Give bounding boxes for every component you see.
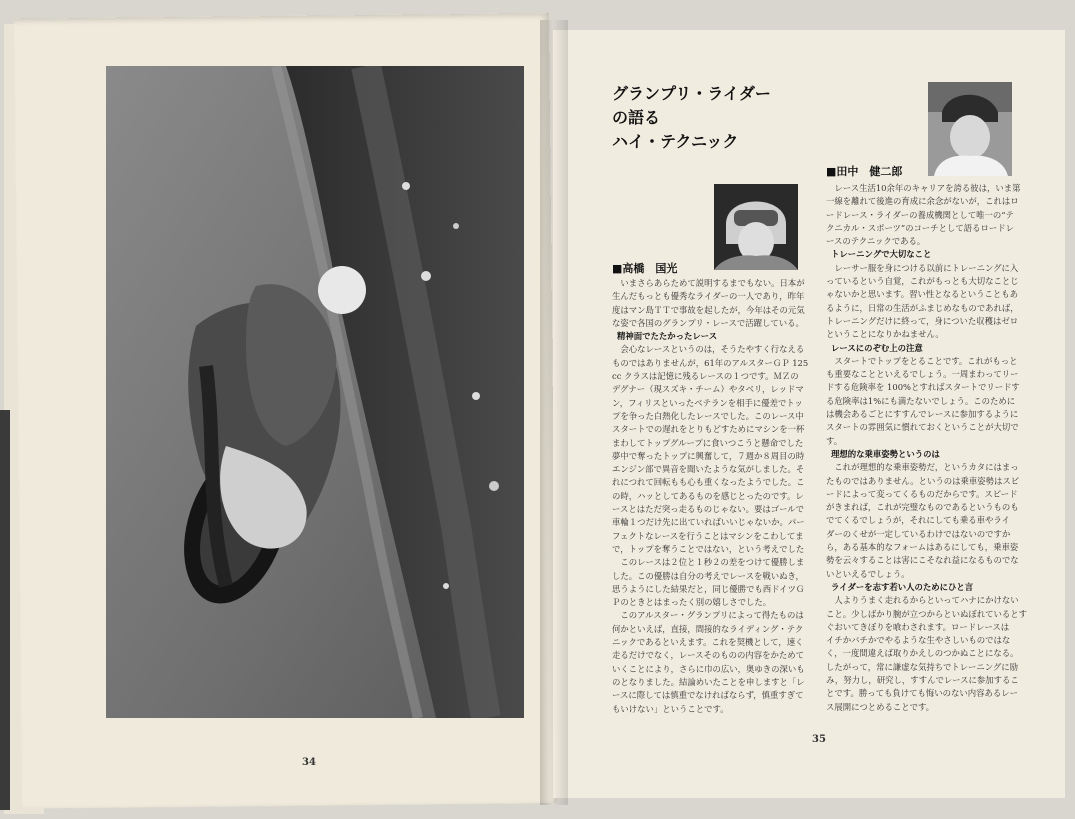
paragraph-line: ードレース・ライダーの養成機関として唯一の“テ [826, 209, 1014, 220]
paragraph-line: もいけない」ということです。 [612, 703, 729, 714]
paragraph-line: 度はマン島ＴＴで事故を起したが，今年はその元気 [612, 304, 805, 315]
paragraph-line: これが理想的な乗車姿勢だ，というカタにはまっ [834, 462, 1019, 473]
paragraph-line: イチかバチかでやるような生やさしいものではな [826, 635, 1011, 646]
paragraph-line: スタートの雰囲気に慣れておくということが大切で [826, 422, 1019, 433]
paragraph-line: Ｐのときとはまったく別の嬉しさでした。 [612, 597, 772, 608]
paragraph-line: スタートでトップをとることです。これがもっと [834, 355, 1018, 366]
paragraph-line: まわしてトップグループに食いつこうと懸命でした [612, 437, 804, 448]
paragraph-line: ものではありませんが，61年のアルスターＧＰ 125 [612, 357, 809, 368]
title-line: の語る [612, 108, 661, 127]
paragraph-line: がきまれば，これが完璧なものであるというものも [826, 502, 1019, 513]
paragraph-line: で，トップを奪うことではない，という考えでした [612, 543, 805, 554]
paragraph-line: ースのテクニックである。 [826, 236, 926, 247]
paragraph-line: 一線を離れて後進の育成に余念がないが，これはロ [826, 196, 1019, 207]
paragraph-line: cc クラスは記憶に残るレースの１つです。ＭＺの [612, 371, 799, 382]
paragraph-line: スタートでの遅れをとりもどすためにマシンを一杯 [612, 424, 805, 435]
paragraph-line: も重要なことといえるでしょう。一周まわってリー [826, 369, 1019, 380]
paragraph-line: このアルスター・グランプリによって得たものは [620, 610, 804, 621]
paragraph-line: 会心なレースというのは，そうたやすく行なえる [620, 344, 805, 355]
paragraph-line: ースとはただ突っ走るものじゃない。要はゴールで [612, 504, 805, 515]
paragraph-line: たものではありません。というのは乗車姿勢はスピ [826, 475, 1020, 486]
paragraph-line: 勢を云々することは害にこそなれ益になるものでな [826, 555, 1019, 566]
takahashi-byline: ■高橋 国光 [612, 262, 678, 275]
table-edge [0, 410, 10, 810]
paragraph-line: トレーニングだけに終って，身についた収穫はゼロ [826, 315, 1019, 326]
section-heading: トレーニングで大切なこと [831, 249, 932, 260]
paragraph-line: いまさらあらためて説明するまでもない。日本が [620, 278, 805, 288]
paragraph-line: る危険率は1%にも満たないでしょう。このために [826, 395, 1016, 406]
right-page-number: 35 [812, 734, 826, 745]
paragraph-line: ということになりかねません。 [826, 329, 944, 340]
paragraph-line: ニックであるといえます。これを契機として，速く [612, 637, 804, 648]
paragraph-line: な姿で各国のグランプリ・レースで活躍している。 [612, 317, 804, 328]
paragraph-line: いといえるでしょう。 [826, 568, 910, 579]
paragraph-line: 人よりうまく走れるからといってハナにかけない [834, 595, 1019, 606]
paragraph-line: したがって，常に謙虚な気持ちでトレーニングに励 [826, 661, 1019, 672]
section-heading: レースにのぞむ上の注意 [831, 342, 923, 353]
tanaka-byline: ■田中 健二郎 [826, 165, 903, 178]
paragraph-line: 生んだもっとも優秀なライダーの一人であり，昨年 [612, 291, 805, 302]
paragraph-line: いくことにより，さらに巾の広い，奥ゆきの深いも [612, 663, 805, 674]
left-page-number: 34 [302, 757, 316, 768]
article-title [612, 82, 771, 154]
paragraph-line: レース生活10余年のキャリアを誇る彼は，いま第 [834, 183, 1021, 193]
takahashi-article-column [612, 277, 814, 716]
paragraph-line: 走るだけでなく，レースそのものの内容をかためて [612, 650, 805, 661]
title-line: グランプリ・ライダー [612, 84, 771, 103]
paragraph-line: プを争った白熱化したレースでした。このレース中 [612, 410, 804, 421]
paragraph-line: とです。勝っても負けても悔いのない内容あるレー [826, 688, 1018, 699]
paragraph-line: は機会あるごとにすすんでレースに参加するように [826, 409, 1019, 420]
paragraph-line: エンジン部で異音を聞いたような気がしました。そ [612, 464, 805, 475]
paragraph-line: み，努力し，研究し，すすんでレースに参加するこ [826, 674, 1019, 685]
paragraph-line: でてくるでしょうが，それにしても乗る車やライ [826, 515, 1010, 526]
paragraph-line: ス展開につとめることです。 [826, 701, 935, 712]
paragraph-line: 夢中で奪ったトップに興奮して，７週か８周目の時 [612, 450, 805, 461]
tanaka-article-column [826, 182, 1062, 714]
book-gutter [540, 20, 568, 805]
paragraph-line: ン，フィリスといったベテランを相手に優差でトッ [612, 397, 803, 408]
paragraph-line: ードによって変ってくるものだからです。スピード [826, 488, 1018, 499]
paragraph-line: 車輪１つだけ先に出ていればいいじゃないか。パー [612, 517, 805, 528]
paragraph-line: レーサー服を身につける以前にトレーニングに入 [834, 262, 1019, 273]
paragraph-line: ドする危険率を 100%とすればスタートでリードす [826, 382, 1020, 393]
takahashi-portrait [714, 184, 798, 270]
tanaka-portrait [928, 82, 1012, 176]
paragraph-line: フェクトなレースを行うことはマシンをこわしてま [612, 530, 804, 541]
paragraph-line: っているという自覚，これがもっとも大切なことじ [826, 276, 1019, 287]
title-line: ハイ・テクニック [612, 132, 739, 151]
motorcycle-race-photo [106, 66, 524, 718]
paragraph-line: ゃないかと思います。習い性となるということもあ [826, 289, 1018, 300]
paragraph-line: の時，ハッとしてあるものを感じとったのです。レ [612, 490, 804, 501]
paragraph-line: ースに際しては慎重でなければならず，慎重すぎて [612, 690, 804, 701]
paragraph-line: のとなりました。結論めいたことを申しますと「レ [612, 676, 805, 687]
paragraph-line: 思うようにした結果だと，同じ優勝でも西ドイツＧ [612, 583, 805, 594]
paragraph-line: ダーのくせが一定しているわけではないのですか [826, 528, 1011, 539]
paragraph-line: す。 [826, 435, 843, 446]
paragraph-line: デグナー（現スズキ・チーム）やタベリ，レッドマ [612, 384, 804, 395]
paragraph-line: した。この優勝は自分の考えでレースを戦いぬき， [612, 570, 804, 581]
paragraph-line: く，一度間違えば取りかえしのつかぬことになる。 [826, 648, 1019, 659]
paragraph-line: ぐおいてきぼりを喰わされます。ロードレースは [826, 621, 1010, 632]
paragraph-line: れにつれて回転もも心も重くなったようでした。こ [612, 477, 805, 488]
paragraph-line: クニカル・スポーツ”のコーチとして語るロードレ [826, 222, 1015, 233]
paragraph-line: るように，日常の生活がふまじめなものであれば， [826, 302, 1019, 313]
paragraph-line: こと。少しばかり腕が立つからといぬぼれているとす [826, 608, 1027, 619]
section-heading: ライダーを志す若い人のためにひと言 [831, 581, 974, 592]
section-heading: 理想的な乗車姿勢というのは [831, 448, 940, 459]
paragraph-line: ら，ある基本的なフォームはあるにしても，乗車姿 [826, 542, 1019, 553]
paragraph-line: 何かといえば，直接，間接的なライディング・テク [612, 623, 804, 634]
section-heading: 精神面でたたかったレース [617, 331, 718, 342]
paragraph-line: このレースは２位と１秒２の差をつけて優勝しま [620, 557, 805, 568]
